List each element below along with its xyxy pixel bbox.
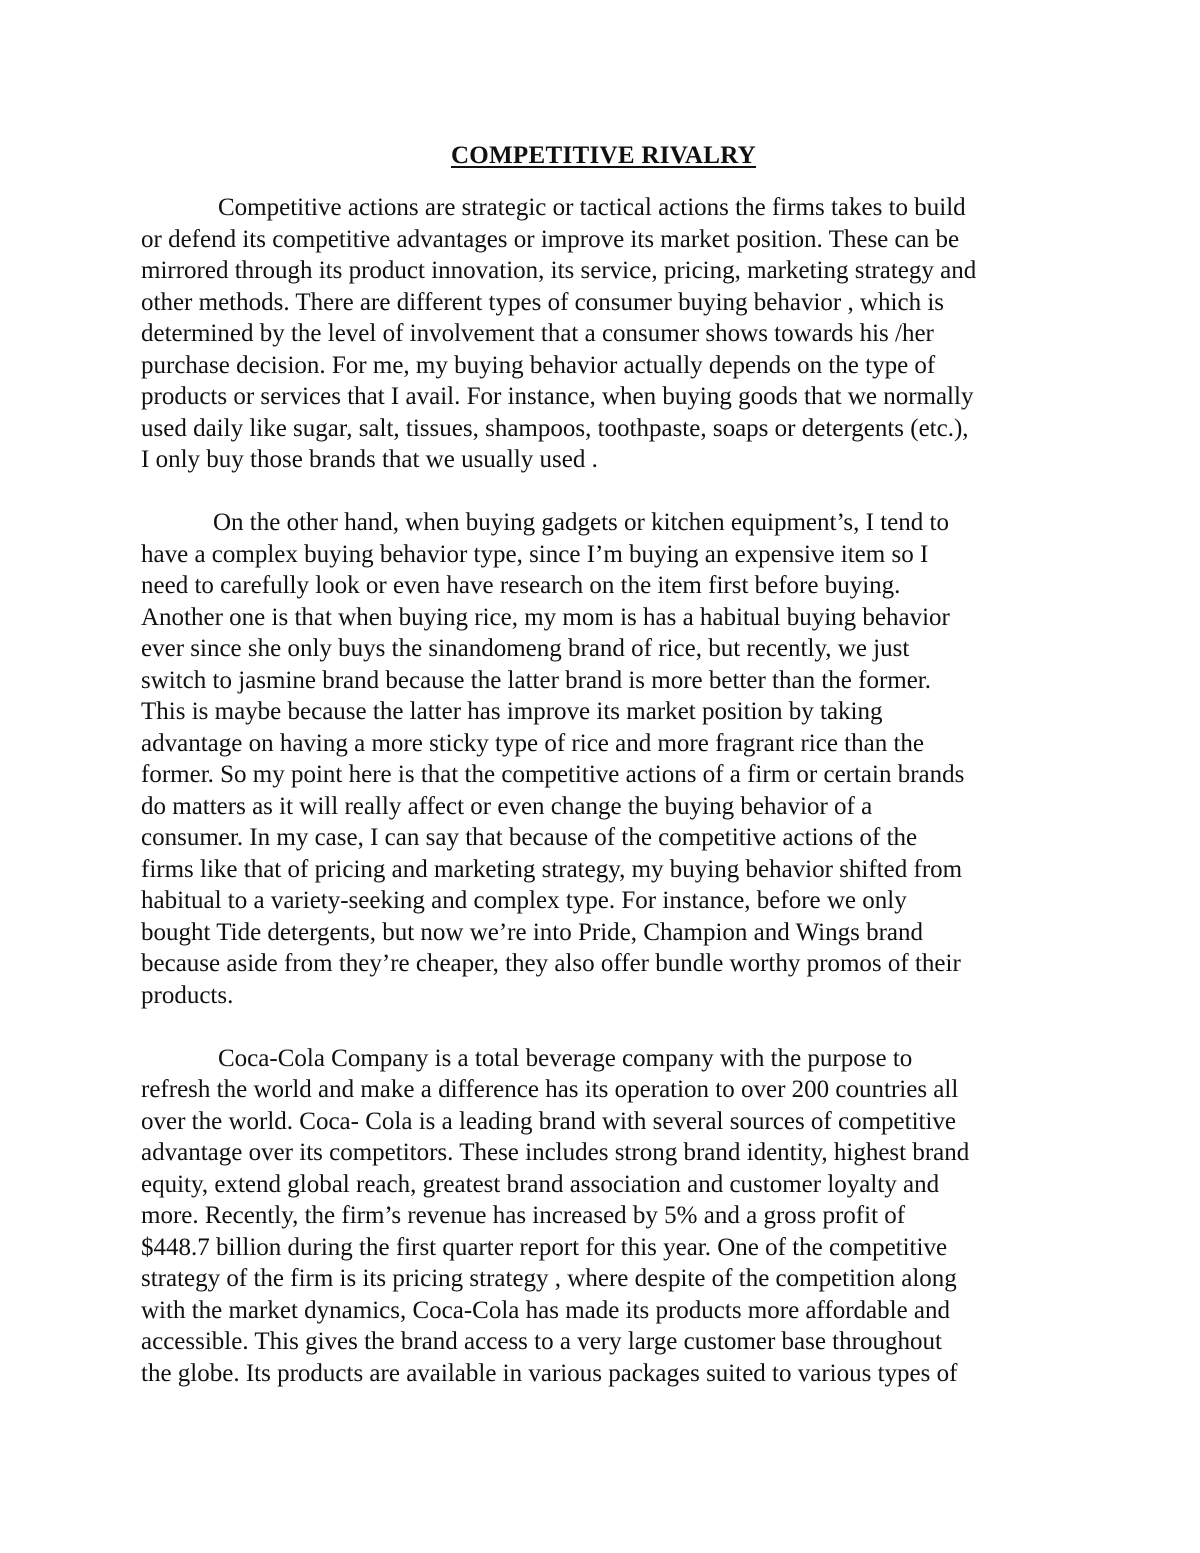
paragraph-line: $448.7 billion during the first quarter report for this year. One of the competitive: [141, 1233, 948, 1261]
paragraph-3: [141, 1043, 1066, 1390]
paragraph-line: used daily like sugar, salt, tissues, shampoos, toothpaste, soaps or detergents (etc.),: [141, 414, 969, 442]
paragraph-line: advantage on having a more sticky type of rice and more fragrant rice than the: [141, 729, 925, 757]
paragraph-line: On the other hand, when buying gadgets or kitchen equipment’s, I tend to: [213, 509, 949, 536]
paragraph-line: former. So my point here is that the competitive actions of a firm or certain brands: [141, 761, 965, 788]
paragraph-1: [141, 192, 1066, 476]
paragraph-line: need to carefully look or even have research on the item first before buying.: [141, 572, 901, 599]
paragraph-line: have a complex buying behavior type, since I’m buying an expensive item so I: [141, 540, 929, 568]
document-page: [141, 140, 1066, 1389]
paragraph-line: firms like that of pricing and marketing strategy, my buying behavior shifted from: [141, 855, 963, 883]
paragraph-line: accessible. This gives the brand access to a very large customer base throughout: [141, 1328, 942, 1355]
paragraph-line: I only buy those brands that we usually used .: [141, 446, 598, 473]
paragraph-line: with the market dynamics, Coca-Cola has made its products more affordable and: [141, 1296, 951, 1324]
paragraph-line: advantage over its competitors. These includes strong brand identity, highest brand: [141, 1139, 970, 1166]
paragraph-line: refresh the world and make a difference has its operation to over 200 countries all: [141, 1076, 959, 1103]
paragraph-line: other methods. There are different types of consumer buying behavior , which is: [141, 288, 945, 316]
paragraph-line: purchase decision. For me, my buying behavior actually depends on the type of: [141, 351, 936, 379]
paragraph-line: more. Recently, the firm’s revenue has increased by 5% and a gross profit of: [141, 1202, 906, 1229]
paragraph-2: [141, 507, 1066, 1011]
paragraph-line: ever since she only buys the sinandomeng brand of rice, but recently, we just: [141, 635, 910, 662]
paragraph-line: Another one is that when buying rice, my mom is has a habitual buying behavior: [141, 603, 950, 631]
paragraph-line: over the world. Coca- Cola is a leading brand with several sources of competitive: [141, 1107, 957, 1135]
paragraph-line: bought Tide detergents, but now we’re into Pride, Champion and Wings brand: [141, 918, 924, 946]
paragraph-line: mirrored through its product innovation, its service, pricing, marketing strategy and: [141, 257, 977, 284]
paragraph-gap: [141, 476, 1066, 508]
paragraph-line: Competitive actions are strategic or tactical actions the firms takes to build: [218, 194, 966, 221]
paragraph-line: because aside from they’re cheaper, they also offer bundle worthy promos of their: [141, 950, 961, 977]
paragraph-line: do matters as it will really affect or even change the buying behavior of a: [141, 792, 873, 820]
paragraph-line: habitual to a variety-seeking and complex type. For instance, before we only: [141, 887, 907, 914]
paragraph-line: consumer. In my case, I can say that because of the competitive actions of the: [141, 824, 918, 851]
paragraph-line: This is maybe because the latter has improve its market position by taking: [141, 698, 883, 725]
paragraph-line: strategy of the firm is its pricing strategy , where despite of the competition along: [141, 1265, 957, 1292]
paragraph-line: products or services that I avail. For instance, when buying goods that we normally: [141, 383, 974, 410]
paragraph-line: or defend its competitive advantages or improve its market position. These can be: [141, 225, 960, 253]
paragraph-line: Coca-Cola Company is a total beverage company with the purpose to: [218, 1044, 913, 1072]
paragraph-line: equity, extend global reach, greatest brand association and customer loyalty and: [141, 1170, 940, 1198]
paragraph-line: products.: [141, 981, 234, 1009]
paragraph-line: switch to jasmine brand because the latter brand is more better than the former.: [141, 666, 932, 694]
paragraph-gap: [141, 1011, 1066, 1043]
document-title: COMPETITIVE RIVALRY: [450, 142, 757, 169]
paragraph-line: determined by the level of involvement that a consumer shows towards his /her: [141, 320, 934, 347]
paragraph-line: the globe. Its products are available in various packages suited to various types of: [141, 1359, 958, 1387]
